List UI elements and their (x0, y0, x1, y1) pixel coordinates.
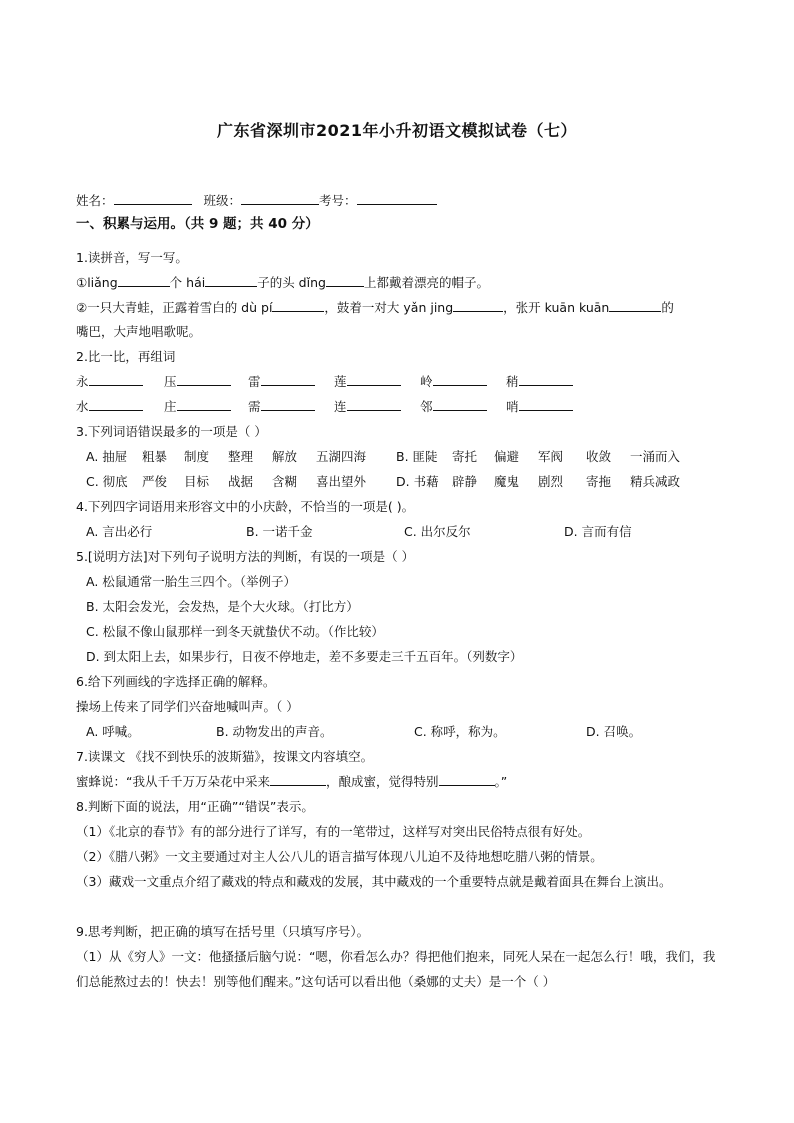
question-2-stem: 2.比一比，再组词 (76, 349, 176, 364)
answer-blank[interactable] (519, 372, 573, 386)
question-4-stem: 4.下列四字词语用来形容文中的小庆龄，不恰当的一项是( )。 (76, 499, 415, 514)
char-cell: 庄 (164, 397, 231, 417)
answer-option[interactable]: C. 出尔反尔 (404, 524, 471, 539)
pinyin-text: 上都戴着漂亮的帽子。 (363, 275, 489, 290)
answer-option[interactable]: D. 召唤。 (586, 724, 642, 739)
char-cell: 永 (76, 372, 143, 392)
question-1-line-1 (76, 273, 489, 293)
fill-text: 蜜蜂说：“我从千千万万朵花中采来 (76, 774, 270, 789)
answer-blank[interactable] (272, 298, 324, 312)
pinyin-text: ①liǎng (76, 275, 118, 290)
question-6-stem: 6.给下列画线的字选择正确的解释。 (76, 674, 276, 689)
answer-blank[interactable] (439, 772, 495, 786)
question-5-stem: 5.[说明方法]对下列句子说明方法的判断，有误的一项是（ ） (76, 549, 415, 564)
word-option: 五湖四海 (316, 449, 367, 464)
char-cell: 需 (248, 397, 315, 417)
word-option: 一涌而入 (630, 449, 681, 464)
question-8-item: （1）《北京的春节》有的部分进行了详写，有的一笔带过，这样写对突出民俗特点很有好处。 (76, 824, 591, 839)
question-1-line-2 (76, 298, 674, 318)
answer-blank[interactable] (177, 372, 231, 386)
pinyin-text: ②一只大青蛙，正露着雪白的 dù pí (76, 300, 273, 315)
word-option: 收敛 (586, 449, 612, 464)
word-option: 整理 (228, 449, 254, 464)
pinyin-text: 个 hái (169, 275, 206, 290)
answer-blank[interactable] (118, 273, 170, 287)
char-cell: 岭 (420, 372, 487, 392)
name-label: 姓名： (76, 193, 114, 208)
answer-blank[interactable] (519, 397, 573, 411)
word-option: 含糊 (272, 474, 298, 489)
answer-blank[interactable] (433, 397, 487, 411)
answer-option[interactable]: B. 动物发出的声音。 (216, 724, 333, 739)
answer-blank[interactable] (433, 372, 487, 386)
char-cell: 雷 (248, 372, 315, 392)
answer-option[interactable]: C. 称呼，称为。 (414, 724, 506, 739)
class-label: 班级： (203, 193, 242, 208)
word-option: 魔鬼 (494, 474, 520, 489)
word-option: 军阀 (538, 449, 564, 464)
word-option: 粗暴 (142, 449, 168, 464)
answer-option[interactable]: D. 到太阳上去，如果步行，日夜不停地走，差不多要走三千五百年。（列数字） (86, 649, 523, 664)
answer-option[interactable]: C. 松鼠不像山鼠那样一到冬天就蛰伏不动。（作比较） (86, 624, 384, 639)
answer-blank[interactable] (453, 298, 503, 312)
char-cell: 水 (76, 397, 143, 417)
fill-text: ，酿成蜜，觉得特别 (325, 774, 439, 789)
word-option: 解放 (272, 449, 298, 464)
word-option: A. 抽屉 (86, 449, 128, 464)
char-cell: 哨 (506, 397, 573, 417)
page-title: 广东省深圳市2021年小升初语文模拟试卷（七） (216, 121, 578, 140)
word-option: 严俊 (142, 474, 168, 489)
class-blank[interactable] (241, 191, 319, 205)
question-8-item: （3）藏戏一文重点介绍了藏戏的特点和藏戏的发展，其中藏戏的一个重要特点就是戴着面具在舞台上演出。 (76, 874, 672, 889)
word-option: 目标 (184, 474, 210, 489)
answer-option[interactable]: A. 言出必行 (86, 524, 153, 539)
answer-blank[interactable] (261, 397, 315, 411)
answer-blank[interactable] (89, 372, 143, 386)
answer-blank[interactable] (270, 772, 326, 786)
word-option: 寄托 (452, 449, 478, 464)
char-cell: 莲 (334, 372, 401, 392)
answer-blank[interactable] (347, 372, 401, 386)
answer-blank[interactable] (609, 298, 661, 312)
student-info-row (76, 191, 437, 211)
question-9-item: （1）从《穷人》一文：他搔搔后脑勺说：“嗯，你看怎么办？得把他们抱来，同死人呆在一起怎么行！哦，我们，我们总能熬过去的！快去！别等他们醒来。”这句话可以看出他（桑娜的丈夫）是一个（ ） (76, 949, 716, 989)
question-8-stem: 8.判断下面的说法，用“正确”“错误”表示。 (76, 799, 314, 814)
name-blank[interactable] (114, 191, 192, 205)
answer-option[interactable]: D. 言而有信 (564, 524, 632, 539)
answer-blank[interactable] (205, 273, 257, 287)
answer-option[interactable]: B. 太阳会发光，会发热，是个大火球。（打比方） (86, 599, 359, 614)
char-cell: 压 (164, 372, 231, 392)
word-option: B. 匪陡 (396, 449, 438, 464)
question-7-stem: 7.读课文 《找不到快乐的波斯猫》，按课文内容填空。 (76, 749, 374, 764)
question-8-item: （2）《腊八粥》一文主要通过对主人公八儿的语言描写体现八儿迫不及待地想吃腊八粥的情景。 (76, 849, 603, 864)
char-cell: 稍 (506, 372, 573, 392)
word-option: 精兵减政 (630, 474, 681, 489)
answer-blank[interactable] (177, 397, 231, 411)
pinyin-text: ，鼓着一对大 yǎn jing (324, 300, 454, 315)
pinyin-text: 的 (661, 300, 674, 315)
word-option: 偏避 (494, 449, 520, 464)
pinyin-text: 子的头 dǐng (257, 275, 326, 290)
word-option: 剧烈 (538, 474, 564, 489)
answer-option[interactable]: A. 呼喊。 (86, 724, 140, 739)
question-9-stem: 9.思考判断，把正确的填写在括号里（只填写序号）。 (76, 924, 370, 939)
answer-blank[interactable] (89, 397, 143, 411)
section-heading: 一、积累与运用。（共 9 题；共 40 分） (76, 216, 319, 232)
word-option: 辟静 (452, 474, 478, 489)
word-option: C. 彻底 (86, 474, 128, 489)
char-cell: 连 (334, 397, 401, 417)
question-7-fill-line (76, 772, 507, 792)
answer-blank[interactable] (261, 372, 315, 386)
char-cell: 邻 (420, 397, 487, 417)
exam-no-label: 考号： (319, 193, 357, 208)
answer-option[interactable]: B. 一诺千金 (246, 524, 313, 539)
question-3-stem: 3.下列词语错误最多的一项是（ ） (76, 424, 267, 439)
exam-no-blank[interactable] (357, 191, 437, 205)
question-1-stem: 1.读拼音，写一写。 (76, 250, 188, 265)
question-6-sentence: 操场上传来了同学们兴奋地喊叫声。（ ） (76, 699, 299, 714)
question-1-line-3: 嘴巴，大声地唱歌呢。 (76, 324, 202, 339)
answer-blank[interactable] (347, 397, 401, 411)
word-option: D. 书藉 (396, 474, 439, 489)
answer-blank[interactable] (326, 273, 364, 287)
word-option: 战据 (228, 474, 254, 489)
pinyin-text: ，张开 kuān kuān (503, 300, 610, 315)
word-option: 喜出望外 (316, 474, 367, 489)
word-option: 制度 (184, 449, 210, 464)
fill-text: 。” (494, 774, 508, 789)
word-option: 寄拖 (586, 474, 612, 489)
answer-option[interactable]: A. 松鼠通常一胎生三四个。（举例子） (86, 574, 297, 589)
